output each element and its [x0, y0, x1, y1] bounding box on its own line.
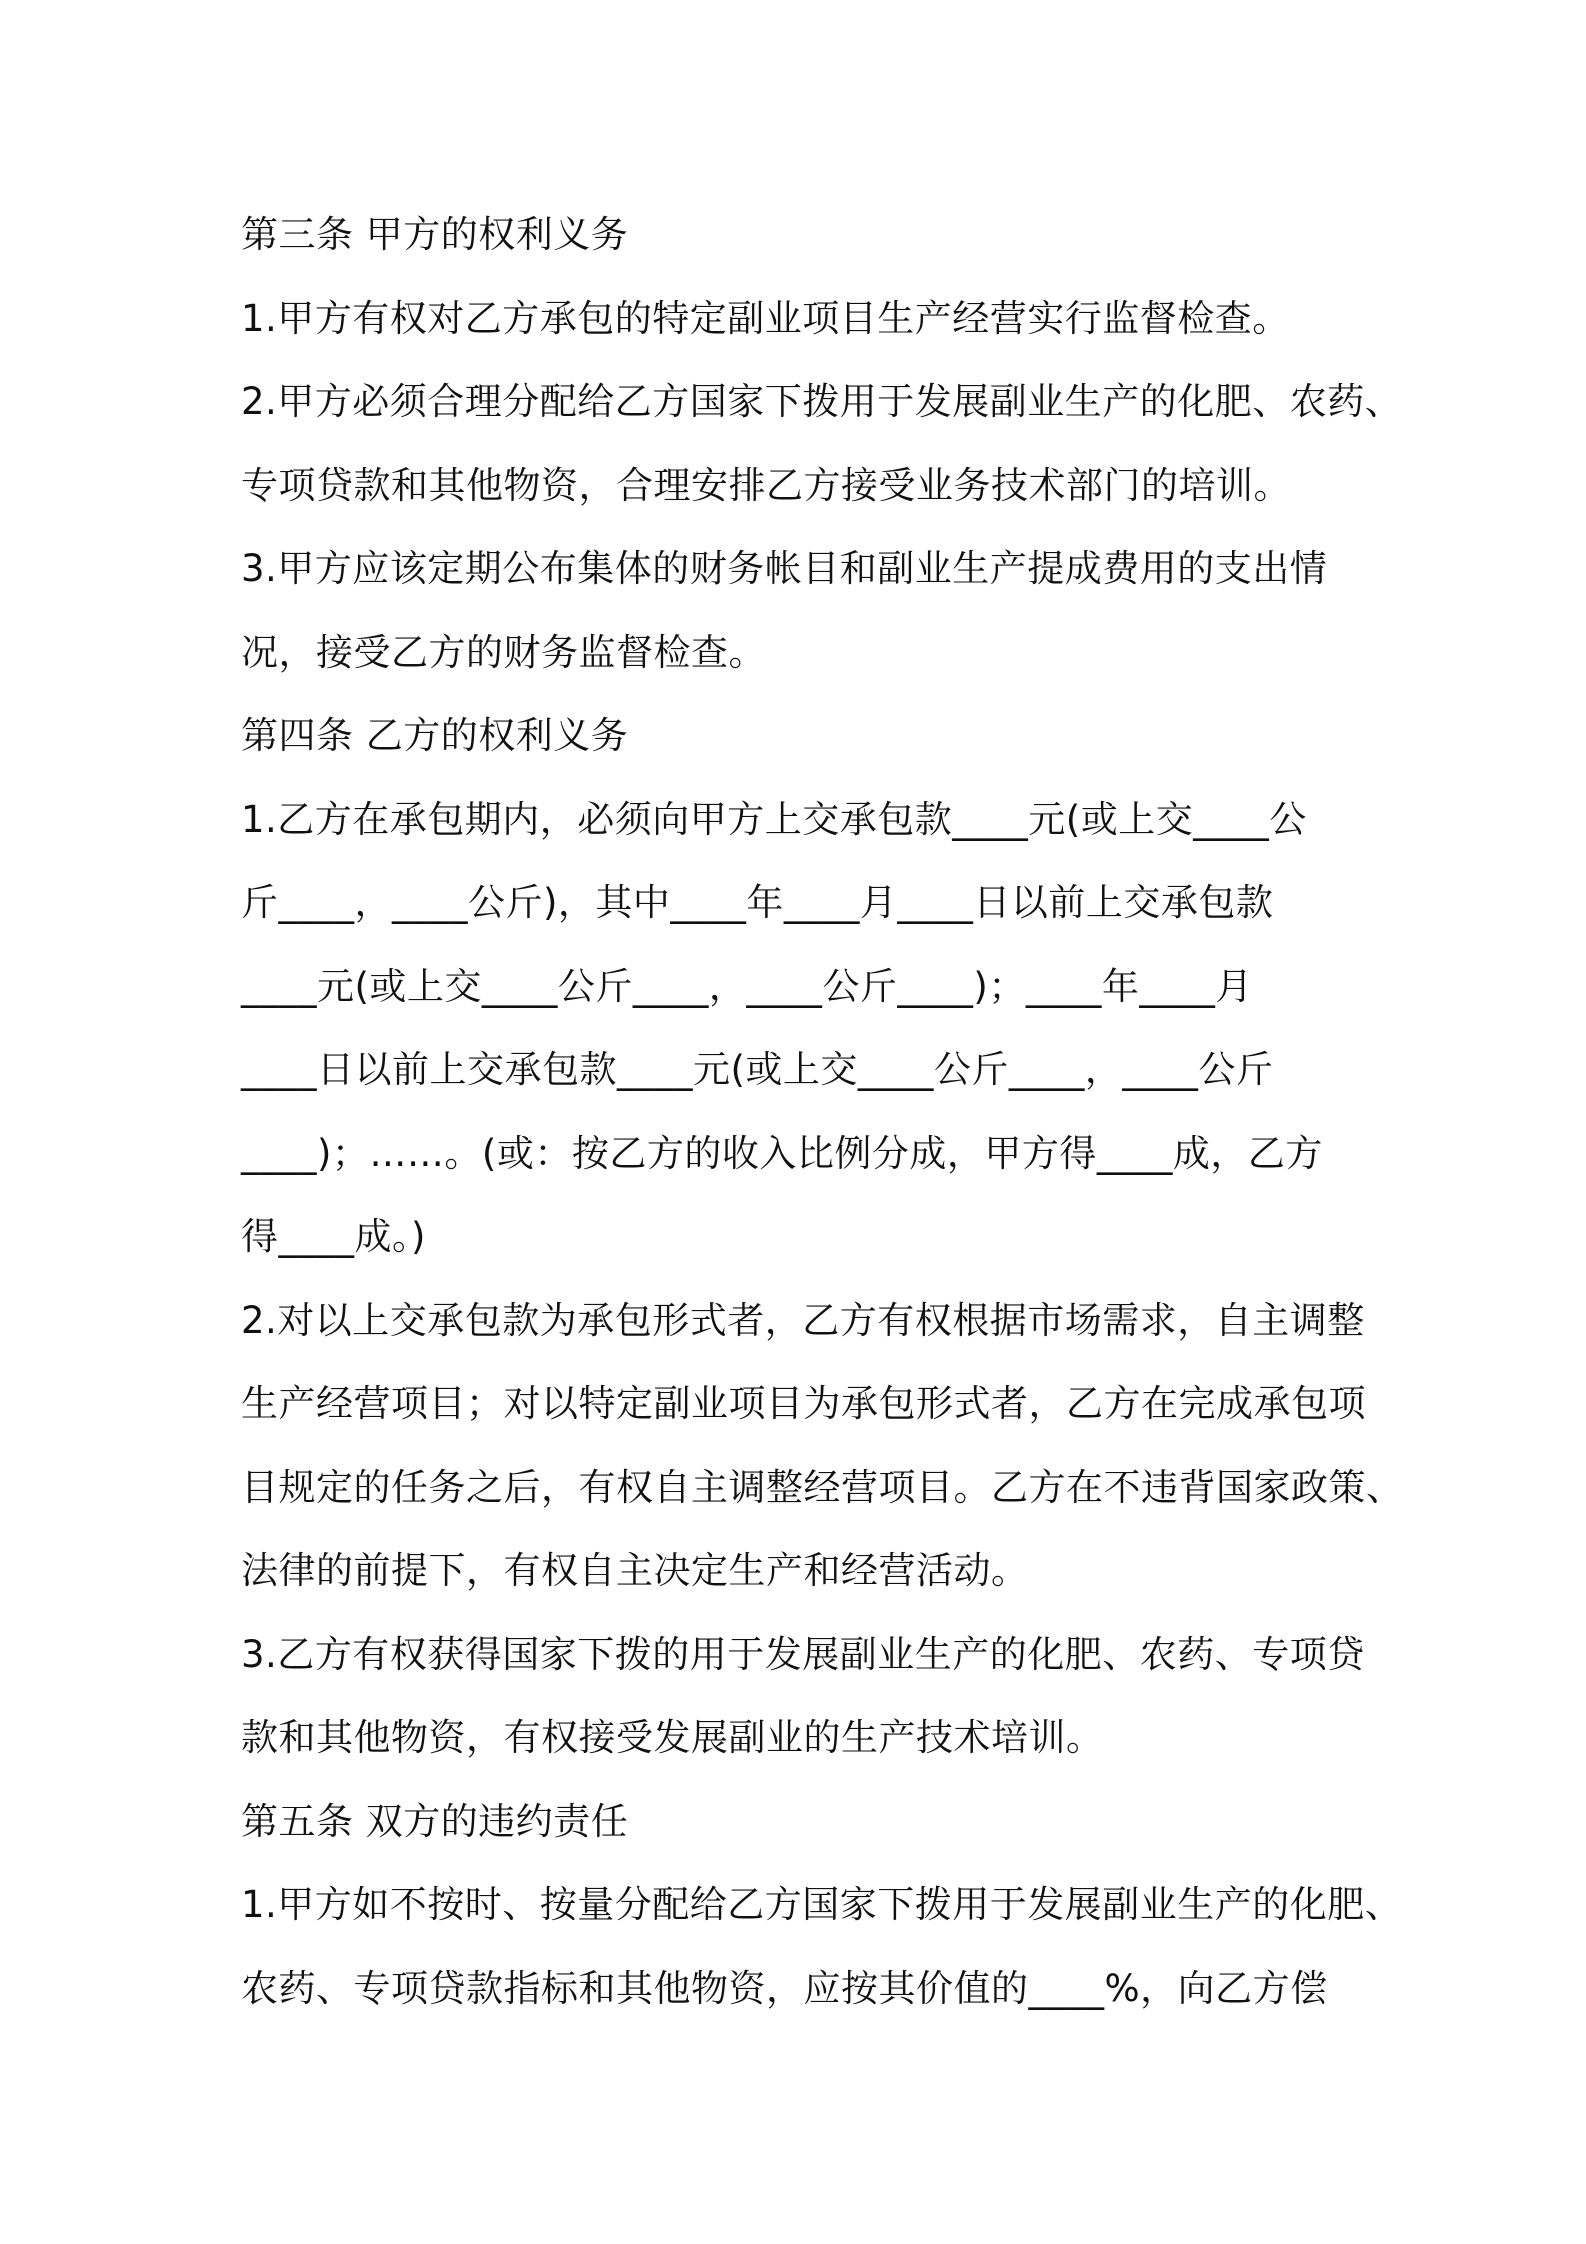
article-4-clause-1-line-6: 得____成。) [241, 1215, 426, 1258]
article-3-clause-2-line-2: 专项贷款和其他物资，合理安排乙方接受业务技术部门的培训。 [241, 463, 1291, 507]
article-4-clause-1-line-4: ____日以前上交承包款____元(或上交____公斤____，____公斤 [241, 1048, 1274, 1091]
article-5-clause-1-line-1: 1.甲方如不按时、按量分配给乙方国家下拨用于发展副业生产的化肥、 [241, 1883, 1403, 1926]
article-4-clause-1-line-3: ____元(或上交____公斤____，____公斤____)；____年____月 [241, 964, 1253, 1008]
article-4-clause-2-line-1: 2.对以上交承包款为承包形式者，乙方有权根据市场需求，自主调整 [241, 1298, 1365, 1342]
article-4-heading: 第四条 乙方的权利义务 [241, 714, 629, 757]
article-5-heading: 第五条 双方的违约责任 [241, 1799, 629, 1843]
article-4-clause-3-line-2: 款和其他物资，有权接受发展副业的生产技术培训。 [241, 1716, 1104, 1759]
article-5-clause-1-line-2: 农药、专项贷款指标和其他物资，应按其价值的____%，向乙方偿 [241, 1966, 1328, 2010]
article-3-clause-1: 1.甲方有权对乙方承包的特定副业项目生产经营实行监督检查。 [241, 296, 1290, 340]
article-4-clause-2-line-2: 生产经营项目；对以特定副业项目为承包形式者，乙方在完成承包项 [241, 1382, 1366, 1425]
article-4-clause-3-line-1: 3.乙方有权获得国家下拨的用于发展副业生产的化肥、农药、专项贷 [241, 1632, 1365, 1676]
article-4-clause-1-line-5: ____)；……。(或：按乙方的收入比例分成，甲方得____成，乙方 [241, 1131, 1323, 1175]
article-3-clause-2-line-1: 2.甲方必须合理分配给乙方国家下拨用于发展副业生产的化肥、农药、 [241, 380, 1403, 423]
document-body [241, 193, 1404, 2030]
article-3-clause-3-line-1: 3.甲方应该定期公布集体的财务帐目和副业生产提成费用的支出情 [241, 547, 1328, 590]
article-4-clause-1-line-1: 1.乙方在承包期内，必须向甲方上交承包款____元(或上交____公 [241, 797, 1307, 841]
article-3-clause-3-line-2: 况，接受乙方的财务监督检查。 [241, 630, 766, 674]
article-4-clause-1-line-2: 斤____，____公斤)，其中____年____月____日以前上交承包款 [241, 881, 1274, 924]
article-4-clause-2-line-3: 目规定的任务之后，有权自主调整经营项目。乙方在不违背国家政策、 [241, 1465, 1404, 1509]
article-4-clause-2-line-4: 法律的前提下，有权自主决定生产和经营活动。 [241, 1549, 1029, 1592]
article-3-heading: 第三条 甲方的权利义务 [241, 213, 629, 256]
